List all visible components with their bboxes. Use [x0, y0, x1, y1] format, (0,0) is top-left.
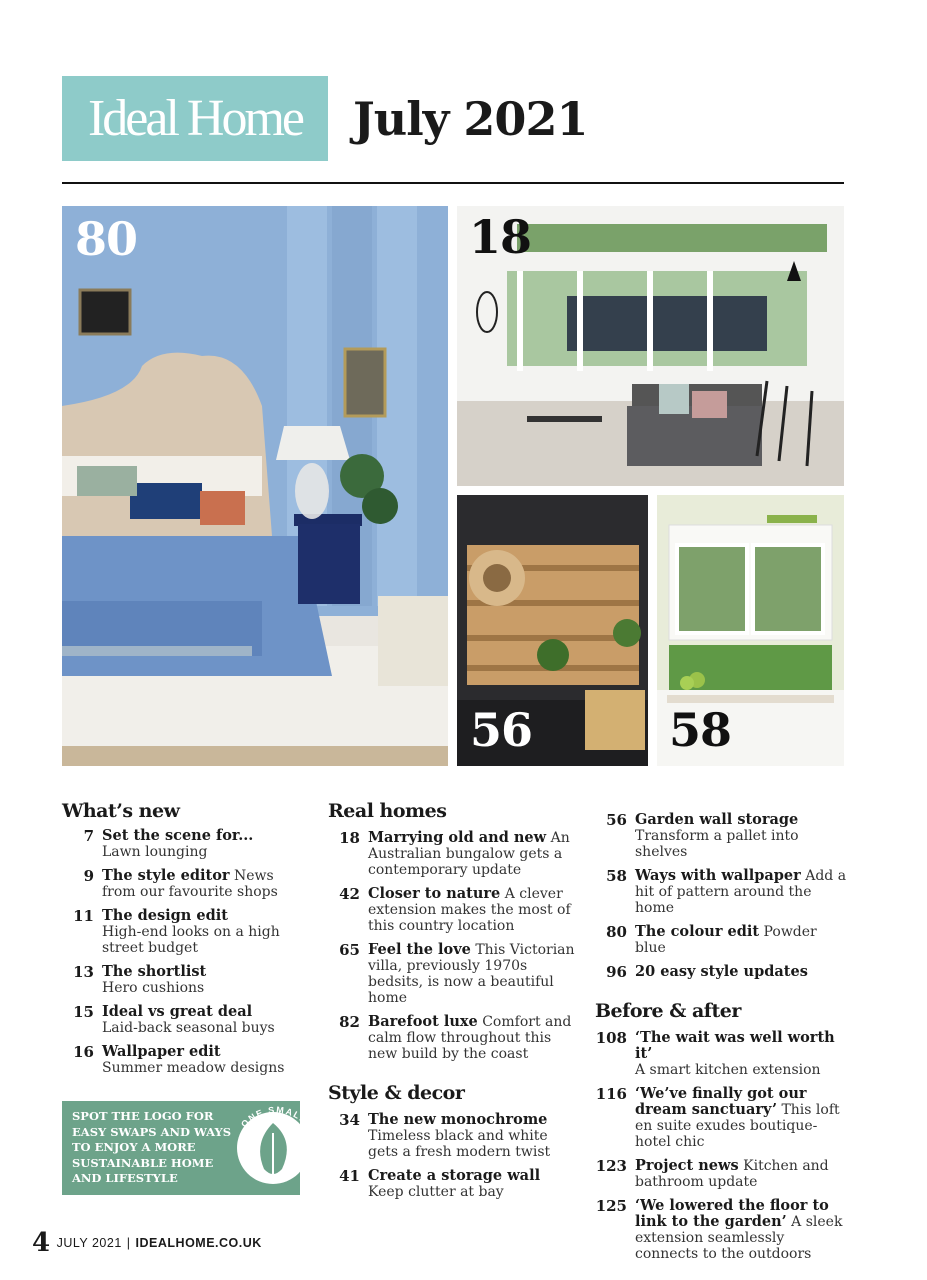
contents-entry[interactable]: [62, 828, 302, 860]
entry-desc: Powder blue: [635, 924, 817, 956]
section-title: Real homes: [328, 800, 447, 822]
contents-entry[interactable]: [328, 1112, 578, 1160]
photo-page-number: 56: [470, 703, 533, 757]
contents-entry[interactable]: [62, 868, 302, 900]
entry-desc: Comfort and calm flow throughout this new build by the coast: [368, 1014, 572, 1062]
entry-desc: This loft en suite exudes boutique-hotel chic: [635, 1102, 840, 1150]
entry-desc: Hero cushions: [102, 980, 205, 996]
entry-desc: Transform a pallet into shelves: [635, 828, 799, 860]
entry-desc: This Victorian villa, previously 1970s bedsits, is now a beautiful home: [368, 942, 575, 1006]
contents-entry[interactable]: [595, 1198, 850, 1262]
photo-page-number: 80: [75, 212, 138, 266]
real-homes-section: [328, 800, 578, 1208]
entry-title: Ways with wallpaper: [635, 867, 801, 884]
entry-page: 42: [339, 885, 360, 903]
entry-page: 56: [606, 811, 627, 829]
contents-entry[interactable]: [328, 1014, 578, 1062]
entry-title: Set the scene for...: [102, 827, 254, 844]
entry-title: ‘We’ve finally got our dream sanctuary’: [635, 1085, 807, 1118]
entry-title: The style editor: [102, 867, 230, 884]
section-title: What’s new: [62, 800, 180, 822]
contents-entry[interactable]: [595, 1158, 850, 1190]
entry-page: 80: [606, 923, 627, 941]
entry-title: The new monochrome: [368, 1111, 548, 1128]
entry-desc: Keep clutter at bay: [368, 1184, 504, 1200]
contents-entry[interactable]: [595, 964, 850, 980]
entry-title: The design edit: [102, 907, 228, 924]
entry-desc: High-end looks on a high street budget: [102, 924, 280, 956]
photo-page-number: 58: [669, 703, 732, 757]
issue-title: July 2021: [353, 92, 588, 146]
entry-page: 41: [339, 1167, 360, 1185]
promo-text: SPOT THE LOGO FOR EASY SWAPS AND WAYS TO ENJOY A MORE SUSTAINABLE HOME AND LIFESTYLE: [72, 1109, 232, 1185]
entry-page: 34: [339, 1111, 360, 1129]
entry-page: 116: [595, 1085, 627, 1103]
one-small-step-leaf-icon: [220, 1093, 330, 1203]
entry-desc: A smart kitchen extension: [635, 1062, 821, 1078]
contents-entry[interactable]: [595, 924, 850, 956]
sustainability-promo: [62, 1101, 325, 1195]
page-footer: [32, 1228, 262, 1258]
entry-title: Barefoot luxe: [368, 1013, 478, 1030]
footer-website-link[interactable]: IDEALHOME.CO.UK: [135, 1236, 262, 1250]
entry-page: 16: [73, 1043, 94, 1061]
entry-title: Garden wall storage: [635, 811, 799, 828]
entry-title: ‘We lowered the floor to link to the garden’: [635, 1197, 829, 1230]
entry-title: Feel the love: [368, 941, 471, 958]
entry-title: 20 easy style updates: [635, 963, 808, 980]
contents-entry[interactable]: [595, 1030, 850, 1078]
bedroom-illustration: [62, 206, 448, 766]
photo-pallet-wall[interactable]: [457, 495, 648, 766]
photo-bedroom[interactable]: [62, 206, 448, 766]
entry-desc: An Australian bungalow gets a contemporary update: [368, 830, 570, 878]
entry-page: 65: [339, 941, 360, 959]
entry-page: 9: [83, 867, 94, 885]
ideal-home-logo: [62, 76, 328, 161]
logo-text: Ideal Home: [87, 90, 302, 147]
contents-entry[interactable]: [328, 830, 578, 878]
entry-desc: Laid-back seasonal buys: [102, 1020, 275, 1036]
entry-page: 11: [73, 907, 94, 925]
entry-page: 13: [73, 963, 94, 981]
contents-entry[interactable]: [328, 942, 578, 1006]
whats-new-section: [62, 800, 302, 1084]
entry-desc: Lawn lounging: [102, 844, 208, 860]
contents-entry[interactable]: [62, 908, 302, 956]
photo-dresser[interactable]: [657, 495, 844, 766]
contents-entry[interactable]: [595, 1086, 850, 1150]
entry-title: Closer to nature: [368, 885, 501, 902]
entry-desc: Timeless black and white gets a fresh modern twist: [368, 1128, 551, 1160]
contents-entry[interactable]: [595, 812, 850, 860]
entry-desc: A sleek extension seamlessly connects to the outdoors: [635, 1214, 843, 1262]
entry-desc: A clever extension makes the most of this country location: [368, 886, 571, 934]
entry-page: 125: [595, 1197, 627, 1215]
contents-entry[interactable]: [328, 1168, 578, 1200]
entry-page: 18: [339, 829, 360, 847]
entry-title: The shortlist: [102, 963, 207, 980]
footer-separator: |: [126, 1236, 131, 1250]
photo-living-room[interactable]: [457, 206, 844, 486]
entry-desc: Kitchen and bathroom update: [635, 1158, 829, 1190]
entry-page: 7: [83, 827, 94, 845]
entry-desc: News from our favourite shops: [102, 868, 278, 900]
entry-page: 123: [595, 1157, 627, 1175]
entry-title: Create a storage wall: [368, 1167, 541, 1184]
entry-page: 96: [606, 963, 627, 981]
footer-date: JULY 2021: [56, 1236, 122, 1250]
style-decor-continued-section: [595, 812, 850, 1270]
entry-page: 15: [73, 1003, 94, 1021]
photo-page-number: 18: [469, 210, 532, 264]
entry-page: 82: [339, 1013, 360, 1031]
badge-text: ONE SMALL STEP: [239, 1104, 325, 1155]
section-title: Style & decor: [328, 1082, 465, 1104]
entry-page: 58: [606, 867, 627, 885]
entry-title: Wallpaper edit: [102, 1043, 221, 1060]
entry-title: ‘The wait was well worth it’: [635, 1029, 835, 1062]
contents-entry[interactable]: [595, 868, 850, 916]
entry-desc: Add a hit of pattern around the home: [635, 868, 847, 916]
entry-title: Marrying old and new: [368, 829, 547, 846]
contents-entry[interactable]: [328, 886, 578, 934]
contents-entry[interactable]: [62, 1004, 302, 1036]
entry-title: The colour edit: [635, 923, 760, 940]
contents-entry[interactable]: [62, 964, 302, 996]
contents-entry[interactable]: [62, 1044, 302, 1076]
entry-desc: Summer meadow designs: [102, 1060, 285, 1076]
page-number: 4: [32, 1228, 51, 1258]
header-divider: [62, 182, 844, 184]
entry-page: 108: [595, 1029, 627, 1047]
entry-title: Project news: [635, 1157, 739, 1174]
section-title: Before & after: [595, 1000, 741, 1022]
entry-title: Ideal vs great deal: [102, 1003, 253, 1020]
